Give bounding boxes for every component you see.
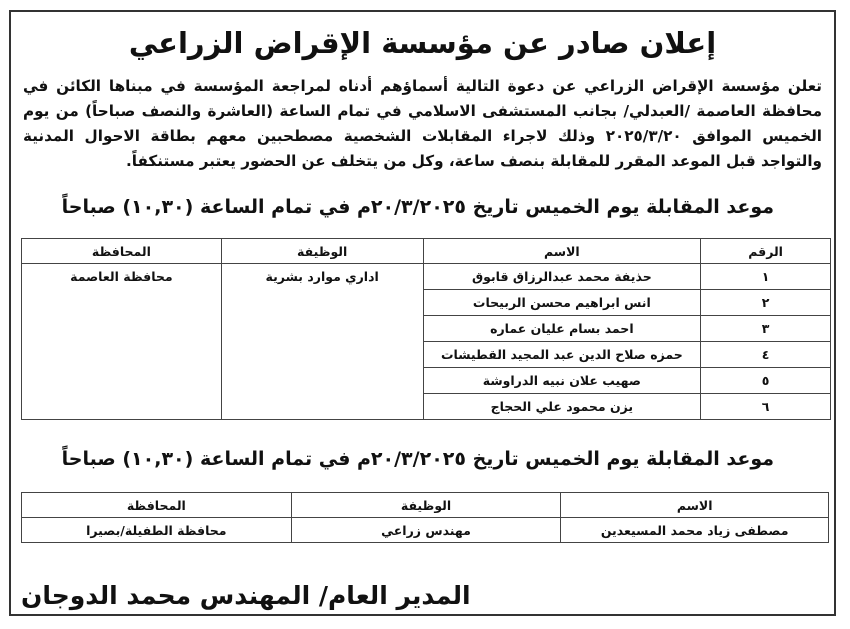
row-job: اداري موارد بشرية [221,264,423,420]
row-number: ٦ [701,394,831,420]
table-header-row [22,239,831,264]
row-name: احمد بسام عليان عماره [423,316,701,342]
row-name: يزن محمود علي الحجاج [423,394,701,420]
table-header-row [22,493,829,518]
row-name: حمزه صلاح الدين عبد المجيد القطيشات [423,342,701,368]
table-row [22,264,831,290]
header-job: الوظيفة [221,239,423,264]
header-governorate: المحافظة [22,239,222,264]
announcement-title: إعلان صادر عن مؤسسة الإقراض الزراعي [128,26,717,60]
announcement-body: تعلن مؤسسة الإقراض الزراعي عن دعوة التالية أسماؤهم أدناه لمراجعة المؤسسة في مبناها الكائن في محافظة العاصمة /العبدلي/ بجانب المستشفى الاسلامي في تمام الساعة (العاشرة والنصف صباحاً) من يوم الخميس الموافق ٢٠٢٥/٣/٢٠ وذلك لاجراء المقابلات الشخصية مصطحبين معهم بطاقة الاحوال المدنية والتواجد قبل الموعد المقرر للمقابلة بنصف ساعة، وكل من يتخلف عن الحضور يعتبر مستنكفاً. [23,77,822,170]
header-name: الاسم [423,239,701,264]
candidates-table-2 [21,492,829,543]
row-name: مصطفى زياد محمد المسيعدين [561,518,829,543]
header-name: الاسم [561,493,829,518]
table-row [22,518,829,543]
header-job: الوظيفة [291,493,561,518]
header-number: الرقم [701,239,831,264]
signature: المدير العام/ المهندس محمد الدوجان [21,581,471,610]
section1-heading: موعد المقابلة يوم الخميس تاريخ ٢٠/٣/٢٠٢٥م في تمام الساعة (١٠,٣٠) صباحاً [61,196,774,218]
section2-heading: موعد المقابلة يوم الخميس تاريخ ٢٠/٣/٢٠٢٥م في تمام الساعة (١٠,٣٠) صباحاً [61,448,774,470]
candidates-table-1 [21,238,831,420]
row-governorate: محافظة الطفيلة/بصيرا [22,518,292,543]
row-name: صهيب علان نبيه الدراوشة [423,368,701,394]
row-number: ١ [701,264,831,290]
row-name: حذيفة محمد عبدالرزاق قابوق [423,264,701,290]
row-number: ٤ [701,342,831,368]
row-name: انس ابراهيم محسن الربيحات [423,290,701,316]
row-number: ٢ [701,290,831,316]
row-number: ٣ [701,316,831,342]
header-governorate: المحافظة [22,493,292,518]
row-job: مهندس زراعي [291,518,561,543]
row-governorate: محافظة العاصمة [22,264,222,420]
row-number: ٥ [701,368,831,394]
announcement [9,10,836,616]
